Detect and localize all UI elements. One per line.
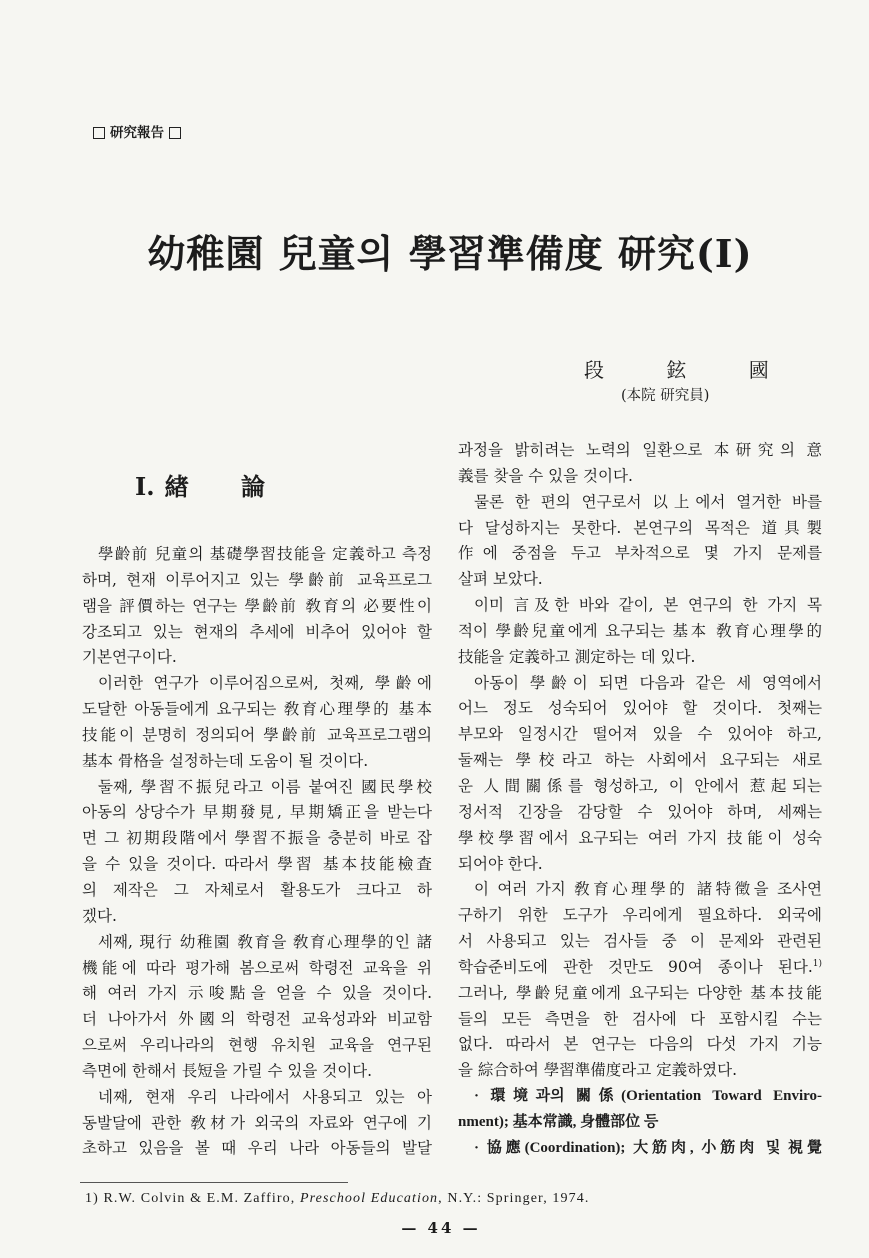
text-line: · 協應(Coordination); 大筋肉, 小筋肉 및 視覺 [474, 1139, 822, 1156]
text-line: 네째, 현재 우리 나라에서 사용되고 있는 아 [98, 1087, 432, 1106]
text-line: 學校學習에서 요구되는 여러 가지 技能이 성숙 [458, 828, 822, 847]
paragraph [82, 1085, 432, 1163]
text-line: 과정을 밝히려는 노력의 일환으로 本研究의 意 [458, 441, 822, 459]
footnote-authors: R.W. Colvin & E.M. Zaffiro, [103, 1191, 296, 1206]
text-line: 어느 정도 성숙되어 있어야 할 것이다. 첫째는 [458, 699, 822, 718]
footnote-publisher: , N.Y.: Springer, 1974. [438, 1191, 590, 1206]
report-label: 研究報告 [110, 125, 164, 141]
paragraph [458, 490, 822, 593]
text-line: 의 제작은 그 자체로서 활용도가 크다고 하 [82, 880, 432, 899]
text-line: 면 그 初期段階에서 學習不振을 충분히 바로 잡 [82, 829, 432, 848]
text-line: 구하기 위한 도구가 우리에게 필요하다. 외국에 [458, 906, 822, 925]
text-line: 더 나아가서 外國의 학령전 교육성과와 비교함 [82, 1010, 432, 1029]
text-line-content: 학습준비도에 관한 것만도 90여 종이나 된다. [458, 957, 813, 976]
text-line: 基本 骨格을 설정하는데 도움이 될 것이다. [82, 751, 369, 770]
paper-title: 幼稚園 兒童의 學習準備度 研究(Ⅰ) [147, 231, 753, 276]
text-line: 정서적 긴장을 감당할 수 있어야 하며, 세째는 [458, 802, 822, 821]
text-line: 이미 言及한 바와 같이, 본 연구의 한 가지 목 [474, 596, 822, 615]
footnote-rule [80, 1182, 348, 1183]
text-line: 측면에 한해서 長短을 가릴 수 있을 것이다. [82, 1061, 373, 1080]
paragraph [82, 671, 432, 774]
text-line: 다 달성하지는 못한다. 본연구의 목적은 道具製 [458, 518, 822, 537]
text-line: 둘째는 學校라고 하는 사회에서 요구되는 새로 [458, 751, 822, 770]
footnote-reference: 1) [812, 958, 822, 969]
text-line: 초하고 있음을 볼 때 우리 나라 아동들의 발달 [82, 1139, 432, 1158]
section-number: I. [135, 472, 155, 501]
text-line: 동발달에 관한 敎材가 외국의 자료와 연구에 기 [82, 1113, 432, 1132]
text-line [458, 955, 822, 981]
text-line: 技能을 定義하고 測定하는 데 있다. [458, 647, 696, 666]
text-line: 들의 모든 측면을 한 검사에 다 포함시킬 수는 [458, 1009, 822, 1028]
text-line: 을 수 있을 것이다. 따라서 學習 基本技能檢査 [82, 855, 432, 874]
report-header [93, 124, 181, 142]
text-line: 하며, 현재 이루어지고 있는 學齡前 교육프로그 [82, 570, 432, 589]
text-line: 기본연구이다. [82, 648, 177, 667]
page-number: — 44 — [401, 1219, 481, 1237]
text-line: 아동의 상당수가 早期發見, 早期矯正을 받는다 [82, 803, 432, 822]
text-line: 技能이 분명히 정의되어 學齡前 교육프로그램의 [82, 725, 432, 744]
text-line: 부모와 일정시간 떨어져 있을 수 있어야 하고, [458, 725, 822, 744]
text-line: 세째, 現行 幼稚園 敎育을 敎育心理學的인 諸 [98, 932, 432, 951]
paragraph [82, 930, 432, 1085]
text-line: 이 여러 가지 敎育心理學的 諸特徵을 조사연 [474, 880, 822, 899]
text-line: 서 사용되고 있는 검사들 중 이 문제와 관련된 [458, 932, 822, 951]
text-line: 강조되고 있는 현재의 추세에 비추어 있어야 할 [82, 622, 432, 641]
text-line: 을 綜合하여 學習準備度라고 定義하였다. [458, 1061, 737, 1080]
text-line: 義를 찾을 수 있을 것이다. [458, 466, 633, 485]
paragraph [458, 671, 822, 878]
bullet-item [458, 1084, 822, 1136]
right-column [458, 438, 822, 1162]
text-line: 적이 學齡兒童에게 요구되는 基本 敎育心理學的 [458, 621, 822, 640]
footnote-marker: 1) [85, 1191, 99, 1206]
text-line: 으로써 우리나라의 현행 유치원 교육을 연구된 [82, 1036, 432, 1055]
square-icon [93, 127, 105, 139]
text-line: nment); 基本常識, 身體部位 등 [458, 1113, 659, 1130]
text-line: 물론 한 편의 연구로서 以上에서 열거한 바를 [474, 492, 822, 511]
text-line: 살펴 보았다. [458, 570, 543, 589]
text-line: 겠다. [82, 906, 117, 925]
square-icon [169, 127, 181, 139]
author-affiliation: (本院 研究員) [621, 388, 710, 404]
left-column [82, 542, 432, 1162]
text-line: 그러나, 學齡兒童에게 요구되는 다양한 基本技能 [458, 983, 822, 1002]
footnote-book-title: Preschool Education [299, 1191, 439, 1206]
text-line: 學齡前 兒童의 基礎學習技能을 定義하고 측정 [98, 545, 432, 563]
section-heading [135, 472, 265, 502]
paragraph [458, 438, 822, 490]
paragraph [458, 877, 822, 1084]
author-name: 段 鉉 國 [584, 358, 769, 382]
paragraph [82, 775, 432, 930]
text-line: 作에 중점을 두고 부차적으로 몇 가지 문제를 [458, 544, 822, 563]
paragraph [82, 542, 432, 671]
text-line: 機能에 따라 평가해 봄으로써 학령전 교육을 위 [82, 958, 432, 977]
text-line: 둘째, 學習不振兒라고 이름 붙여진 國民學校 [98, 777, 432, 796]
paragraph [458, 593, 822, 671]
bullet-item [458, 1136, 822, 1162]
text-line: 아동이 學齡이 되면 다음과 같은 세 영역에서 [474, 673, 822, 692]
section-title: 緖 論 [164, 472, 265, 501]
text-line: 해 여러 가지 示唆點을 얻을 수 있을 것이다. [82, 984, 432, 1003]
footnote [85, 1190, 589, 1208]
text-line: · 環境과의 關係(Orientation Toward Enviro- [474, 1088, 822, 1105]
text-line: 되어야 한다. [458, 854, 543, 873]
text-line: 없다. 따라서 본 연구는 다음의 다섯 가지 기능 [458, 1035, 822, 1054]
text-line: 램을 評價하는 연구는 學齡前 敎育의 必要性이 [82, 596, 432, 615]
text-line: 이러한 연구가 이루어짐으로써, 첫째, 學齡에 [98, 674, 432, 693]
text-line: 운 人間關係를 형성하고, 이 안에서 惹起되는 [458, 776, 822, 795]
text-line: 도달한 아동들에게 요구되는 敎育心理學的 基本 [82, 700, 432, 719]
